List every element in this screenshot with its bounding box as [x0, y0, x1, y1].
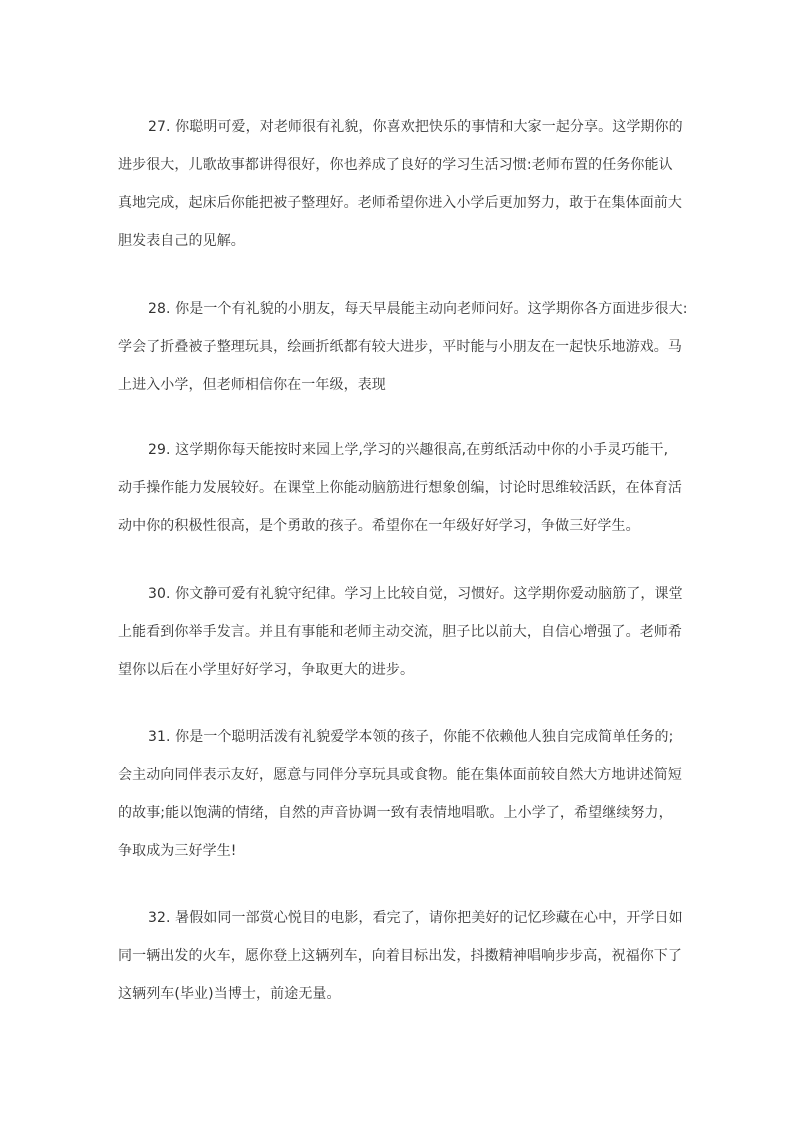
paragraph-line: 动中你的积极性很高，是个勇敢的孩子。希望你在一年级好好学习，争做三好学生。 [118, 518, 640, 534]
paragraph-line: 胆发表自己的见解。 [118, 233, 245, 249]
paragraph-line: 望你以后在小学里好好学习，争取更大的进步。 [118, 662, 415, 678]
paragraph-line: 的故事;能以饱满的情绪，自然的声音协调一致有表情地唱歌。上小学了，希望继续努力， [118, 805, 673, 821]
paragraph-line: 31. 你是一个聪明活泼有礼貌爱学本领的孩子，你能不依赖他人独自完成简单任务的; [148, 729, 674, 745]
paragraph-27 [118, 117, 683, 251]
paragraph-line: 29. 这学期你每天能按时来园上学,学习的兴趣很高,在剪纸活动中你的小手灵巧能干, [148, 442, 669, 458]
paragraph-line: 学会了折叠被子整理玩具，绘画折纸都有较大进步，平时能与小朋友在一起快乐地游戏。马 [118, 339, 682, 355]
paragraph-line: 动手操作能力发展较好。在课堂上你能动脑筋进行想象创编，讨论时思维较活跃，在体育活 [118, 480, 682, 496]
paragraph-line: 30. 你文静可爱有礼貌守纪律。学习上比较自觉，习惯好。这学期你爱动脑筋了，课堂 [148, 586, 683, 602]
paragraph-line: 上进入小学，但老师相信你在一年级，表现 [118, 377, 386, 393]
paragraph-line: 同一辆出发的火车，愿你登上这辆列车，向着目标出发，抖擞精神唱响步步高，祝福你下了 [118, 948, 682, 964]
paragraph-32 [118, 908, 683, 1004]
paragraph-line: 真地完成，起床后你能把被子整理好。老师希望你进入小学后更加努力，敢于在集体面前大 [118, 195, 682, 211]
paragraph-line: 会主动向同伴表示友好，愿意与同伴分享玩具或食物。能在集体面前较自然大方地讲述简短 [118, 767, 682, 783]
paragraph-line: 27. 你聪明可爱，对老师很有礼貌，你喜欢把快乐的事情和大家一起分享。这学期你的 [148, 119, 683, 135]
paragraph-line: 32. 暑假如同一部赏心悦目的电影，看完了，请你把美好的记忆珍藏在心中，开学日如 [148, 910, 683, 926]
paragraph-31 [118, 727, 682, 861]
paragraph-line: 这辆列车(毕业)当博士，前途无量。 [118, 986, 341, 1002]
paragraph-line: 争取成为三好学生! [118, 843, 237, 859]
paragraph-29 [118, 440, 682, 536]
paragraph-line: 进步很大，儿歌故事都讲得很好，你也养成了良好的学习生活习惯:老师布置的任务你能认 [118, 157, 673, 173]
paragraph-line: 28. 你是一个有礼貌的小朋友，每天早晨能主动向老师问好。这学期你各方面进步很大: [148, 301, 688, 317]
paragraph-28 [118, 299, 688, 395]
paragraph-line: 上能看到你举手发言。并且有事能和老师主动交流，胆子比以前大，自信心增强了。老师希 [118, 624, 682, 640]
paragraph-30 [118, 584, 683, 680]
